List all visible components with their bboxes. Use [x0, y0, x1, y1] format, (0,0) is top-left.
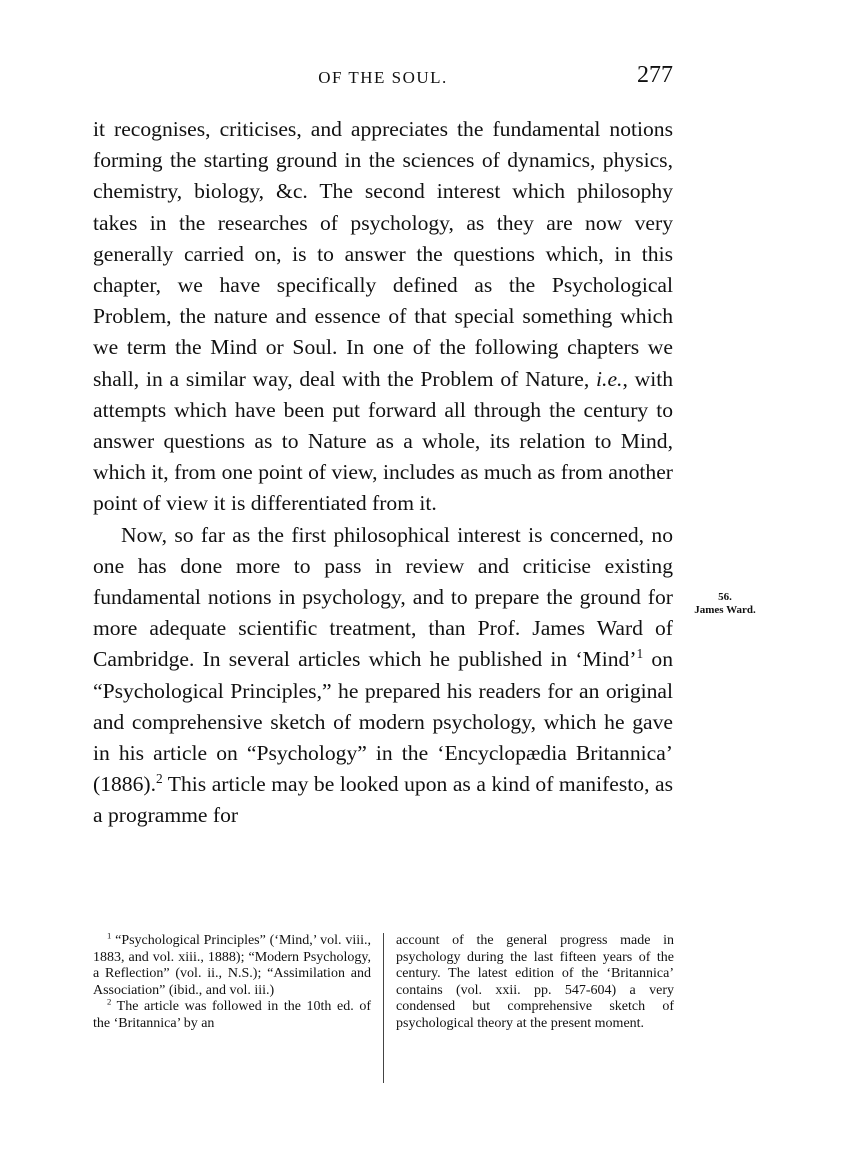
margin-note: [680, 591, 770, 617]
paragraph-2-text-b: on “Psychological Principles,” he prepared his readers for an original and comprehensive sketch of modern psychology, which he gave in his article on “Psychology” in the ‘Encyclopædia Britannica’ (1886).: [93, 647, 673, 797]
ie-abbreviation: i.e.: [596, 366, 623, 391]
footnote-1-mark: 1: [107, 930, 112, 941]
paragraph-1-text: it recognises, criticises, and appreciates the fundamental notions forming the starting ground in the sciences of dynamics, physics, chemistry, biology, &c. The second interest which philosophy takes in the researches of psychology, as they are now very generally carried on, is to answer the questions which, in this chapter, we have specifically defined as the Psychological Problem, the nature and essence of that special something which we term the Mind or Soul. In one of the following chapters we shall, in a similar way, deal with the Problem of Nature,: [93, 117, 673, 391]
footnote-2: [93, 996, 371, 1032]
margin-note-name: James Ward.: [694, 604, 756, 616]
paragraph-1: [93, 114, 673, 520]
footnote-ref-1: 1: [636, 646, 644, 662]
footnote-ref-2: 2: [155, 771, 163, 787]
footnote-divider: [383, 933, 384, 1083]
footnote-2-mark: 2: [107, 996, 112, 1007]
paragraph-2: [93, 520, 673, 832]
footnote-2-continuation: account of the general progress made in psychology during the last fifteen years of the century. The latest edition of the ‘Britannica’ contains (vol. xxii. pp. 547-604) a very condensed but comprehensive sketch of psychological theory at the present moment.: [396, 933, 674, 1031]
paragraph-1-end: , with attempts which have been put forward all through the century to answer questions as to Nature as a whole, its relation to Mind, which it, from one point of view, includes as much as from another point of view it is differentiated from it.: [93, 366, 673, 516]
page-number: 277: [637, 62, 673, 88]
margin-note-number: 56.: [718, 591, 732, 603]
paragraph-2-text-c: This article may be looked upon as a kind of manifesto, as a programme for: [93, 772, 673, 828]
body-text: [93, 114, 673, 832]
footnote-column-right: [396, 933, 674, 1033]
footnote-column-left: [93, 930, 371, 1033]
running-title: OF THE SOUL.: [318, 68, 448, 87]
paragraph-2-text-a: Now, so far as the first philosophical interest is concerned, no one has done more to pass in review and criticise existing fundamental notions in psychology, and to prepare the ground for more adequate scientific treatment, than Prof. James Ward of Cambridge. In several articles which he published in ‘Mind’: [93, 522, 673, 672]
footnote-1-text: “Psychological Principles” (‘Mind,’ vol. viii., 1883, and vol. xiii., 1888); “Modern Psychology, a Reflection” (vol. ii., N.S.); “Assimilation and Association” (ibid., and vol. iii.): [93, 933, 371, 998]
footnote-1: [93, 930, 371, 999]
footnote-2-text: The article was followed in the 10th ed. of the ‘Britannica’ by an: [93, 999, 371, 1031]
page-header: [93, 62, 673, 92]
